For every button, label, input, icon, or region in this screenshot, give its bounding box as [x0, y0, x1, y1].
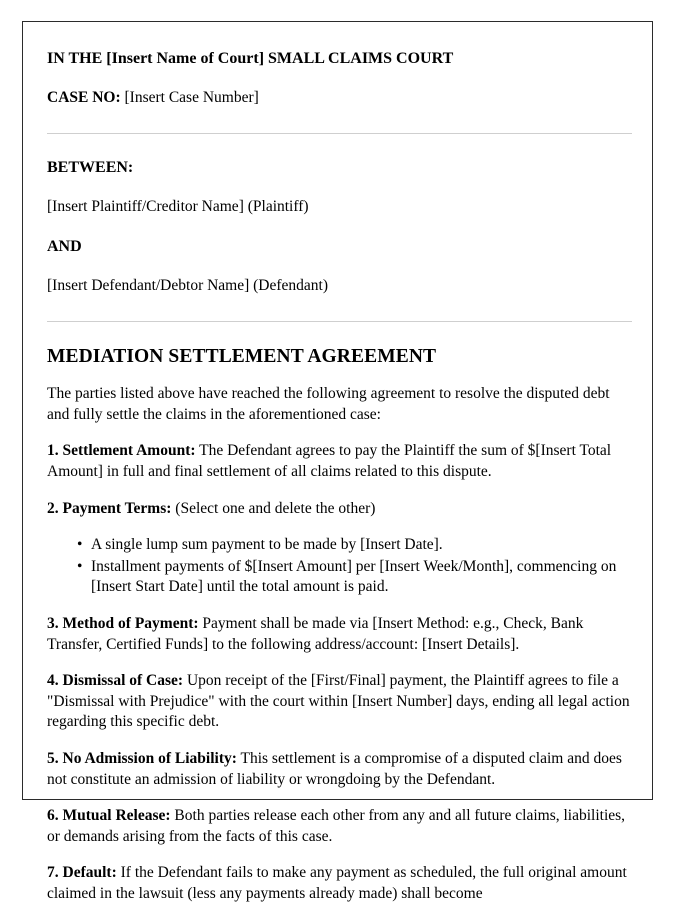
bullet-icon: • — [77, 536, 83, 554]
payment-option-text: A single lump sum payment to be made by [Insert Date]. — [91, 536, 443, 554]
divider-top — [47, 133, 632, 134]
case-number-value: [Insert Case Number] — [124, 89, 259, 107]
court-heading: IN THE [Insert Name of Court] SMALL CLAIMS COURT — [47, 50, 454, 67]
clause-5 — [47, 749, 632, 790]
divider-bottom — [47, 321, 632, 322]
clause-7-label: 7. Default: — [47, 864, 117, 882]
document-body — [23, 22, 652, 905]
clause-6-text: Both parties release each other from any and all future claims, liabilities, or demands arising from the facts of this case. — [47, 807, 626, 845]
document-page — [22, 21, 653, 903]
clause-7 — [47, 863, 632, 904]
payment-option-text: Installment payments of $[Insert Amount] per [Insert Week/Month], commencing on [Insert Start Date] until the total amount is paid. — [91, 557, 617, 596]
clause-6-label: 6. Mutual Release: — [47, 807, 171, 825]
and-label: AND — [47, 238, 82, 256]
clause-3-label: 3. Method of Payment: — [47, 614, 199, 632]
clause-2-label: 2. Payment Terms: — [47, 499, 172, 517]
clause-2 — [47, 499, 632, 520]
clause-6 — [47, 806, 632, 847]
clause-4-label: 4. Dismissal of Case: — [47, 672, 184, 690]
clause-1 — [47, 441, 632, 482]
list-item — [77, 535, 632, 556]
clause-1-label: 1. Settlement Amount: — [47, 442, 196, 460]
clause-3 — [47, 614, 632, 655]
page-title: MEDIATION SETTLEMENT AGREEMENT — [47, 345, 437, 367]
clause-4 — [47, 671, 632, 733]
plaintiff-line: [Insert Plaintiff/Creditor Name] (Plaintiff) — [47, 197, 309, 215]
between-label: BETWEEN: — [47, 158, 134, 176]
payment-options-list — [47, 535, 632, 598]
case-number-label: CASE NO: — [47, 89, 121, 107]
clause-5-label: 5. No Admission of Liability: — [47, 749, 237, 767]
case-number-line — [47, 88, 632, 108]
intro-paragraph: The parties listed above have reached the following agreement to resolve the disputed debt and fully settle the claims in the aforementioned case: — [47, 385, 610, 423]
clause-1-text: The Defendant agrees to pay the Plaintiff the sum of $[Insert Total Amount] in full and final settlement of all claims related to this dispute. — [47, 442, 612, 480]
defendant-line: [Insert Defendant/Debtor Name] (Defendant) — [47, 277, 329, 295]
clause-2-text: (Select one and delete the other) — [171, 499, 376, 517]
list-item — [77, 557, 632, 598]
clause-7-text: If the Defendant fails to make any payment as scheduled, the full original amount claimed in the lawsuit (less any payments already made) shall become — [47, 864, 627, 903]
clause-4-text: Upon receipt of the [First/Final] payment, the Plaintiff agrees to file a "Dismissal with Prejudice" with the court within [Insert Number] days, ending all legal action regarding this specific debt. — [47, 672, 630, 731]
clause-3-text: Payment shall be made via [Insert Method: e.g., Check, Bank Transfer, Certified Funds] to the following address/account: [Insert Details]. — [47, 614, 584, 653]
clause-5-text: This settlement is a compromise of a disputed claim and does not constitute an admission of liability or wrongdoing by the Defendant. — [47, 749, 622, 788]
bullet-icon: • — [77, 557, 83, 575]
